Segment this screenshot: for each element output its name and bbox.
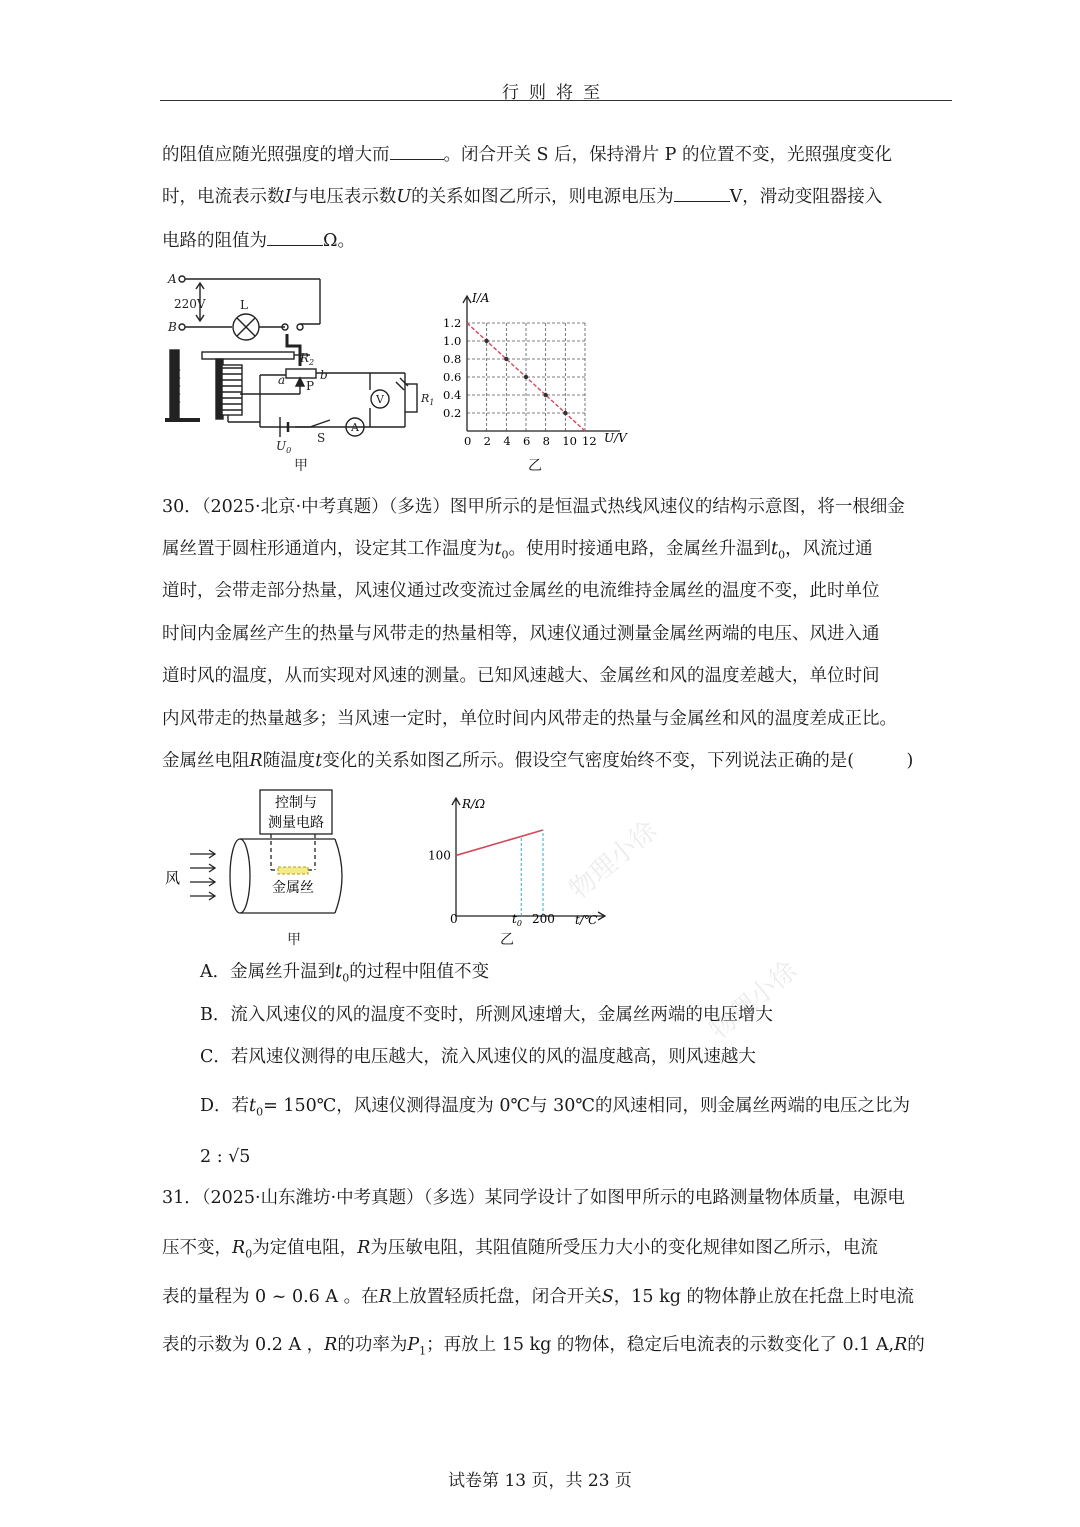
answer-blank[interactable] — [674, 185, 730, 202]
chart1-xtick: 0 — [464, 434, 472, 448]
q30-line-4: 时间内金属丝产生的热量与风带走的热量相等，风速仪通过测量金属丝两端的电压、风进入通 — [162, 624, 880, 644]
q31-line-1: 31．（2025·山东潍坊·中考真题）（多选）某同学设计了如图甲所示的电路测量物体质量，电源电 — [162, 1188, 905, 1208]
label-a: a — [278, 373, 286, 387]
chart1-ytick: 0.2 — [443, 406, 462, 420]
caption-yi-29: 乙 — [528, 458, 542, 474]
chart1-xtick: 12 — [582, 434, 597, 448]
chart2-ylabel: R/Ω — [462, 797, 486, 811]
q29-line-3: 电路的阻值为 Ω。 — [162, 231, 356, 251]
option-d-ratio: 2 : √5 — [200, 1147, 251, 1167]
option-a[interactable]: A．金属丝升温到$t_0$的过程中阻值不变 — [200, 962, 490, 985]
option-b[interactable]: B．流入风速仪的风的温度不变时，所测风速增大，金属丝两端的电压增大 — [200, 1005, 773, 1025]
answer-blank[interactable] — [390, 143, 444, 160]
page-header: 行则将至 — [502, 83, 610, 103]
label-B: B — [168, 320, 177, 334]
q30-line-1: 30．（2025·北京·中考真题）（多选）图甲所示的是恒温式热线风速仪的结构示意图，将一根细金 — [162, 497, 905, 517]
q30-line-2: 属丝置于圆柱形通道内，设定其工作温度为$t_0$。使用时接通电路，金属丝升温到$t_0$，风流过通 — [162, 539, 873, 562]
chart1-xtick: 2 — [483, 434, 491, 448]
q29-line-1: 的阻值应随光照强度的增大而 。闭合开关 S 后，保持滑片 P 的位置不变，光照强度变化 — [162, 145, 893, 165]
q31-line-2: 压不变，$R_0$为定值电阻，R为压敏电阻，其阻值随所受压力大小的变化规律如图乙所示，电流 — [162, 1238, 878, 1261]
chart2-series-line — [456, 830, 543, 855]
control-box-label: 测量电路 — [268, 815, 324, 831]
caption-yi-30: 乙 — [500, 932, 514, 948]
chart1-ytick: 0.6 — [443, 370, 462, 384]
chart-current-vs-voltage — [430, 286, 640, 456]
ammeter-label: A — [351, 421, 359, 434]
label-A: A — [168, 272, 177, 286]
answer-blank[interactable] — [267, 229, 323, 246]
label-R1: $R_1$ — [421, 392, 435, 407]
chart1-data-point — [524, 375, 528, 379]
header-divider — [160, 100, 952, 101]
chart1-xtick: 10 — [562, 434, 577, 448]
chart1-xtick: 8 — [542, 434, 550, 448]
chart2-xlabel: t/℃ — [575, 913, 598, 927]
chart1-data-point — [543, 393, 547, 397]
q30-line-7: 金属丝电阻R随温度t变化的关系如图乙所示。假设空气密度始终不变，下列说法正确的是( ) — [162, 751, 914, 771]
page-footer: 试卷第 13 页，共 23 页 — [448, 1471, 632, 1491]
caption-jia-30: 甲 — [287, 932, 301, 948]
q30-line-6: 内风带走的热量越多；当风速一定时，单位时间内风带走的热量与金属丝和风的温度差成正比。 — [162, 709, 897, 729]
option-d[interactable]: D．若$t_0=$ 150℃，风速仪测得温度为 0℃与 30℃的风速相同，则金属丝两端的电压之比为 — [200, 1096, 910, 1119]
chart1-data-point — [504, 357, 508, 361]
chart2-xtick-0: 0 — [450, 912, 458, 926]
q30-line-5: 道时风的温度，从而实现对风速的测量。已知风速越大、金属丝和风的温度差越大，单位时间 — [162, 666, 880, 686]
q31-line-4: 表的示数为 0.2 A ，R的功率为$P_1$；再放上 15 kg 的物体，稳定后电流表的示数变化了 0.1 A,R的 — [162, 1335, 925, 1358]
label-R2: $R_2$ — [300, 351, 315, 367]
chart1-ytick: 0.8 — [443, 352, 462, 366]
label-L: L — [240, 298, 248, 312]
wind-label: 风 — [165, 869, 181, 887]
chart2-xtick-200: 200 — [532, 912, 555, 926]
option-c[interactable]: C．若风速仪测得的电压越大，流入风速仪的风的温度越高，则风速越大 — [200, 1047, 756, 1067]
chart2-xtick-t0: $t_0$ — [512, 912, 522, 928]
chart1-data-point — [484, 339, 488, 343]
anemometer-diagram-jia — [160, 786, 360, 946]
q30-line-3: 道时，会带走部分热量，风速仪通过改变流过金属丝的电流维持金属丝的温度不变，此时单位 — [162, 581, 880, 601]
chart-resistance-vs-temperature — [420, 790, 620, 940]
chart2-ytick-100: 100 — [428, 848, 451, 863]
chart1-ytick: 1.2 — [443, 316, 462, 330]
chart1-xtick: 6 — [523, 434, 531, 448]
chart1-xlabel: U/V — [604, 431, 627, 445]
chart1-data-point — [563, 411, 567, 415]
circuit-diagram-jia — [160, 262, 435, 472]
label-b: b — [320, 368, 328, 382]
q29-line-2: 时，电流表示数I与电压表示数U的关系如图乙所示，则电源电压为 V，滑动变阻器接入 — [162, 187, 883, 207]
label-220v: 220V — [174, 297, 206, 311]
label-S: S — [317, 431, 326, 445]
label-U0: $U_0$ — [276, 439, 292, 455]
chart1-ytick: 0.4 — [443, 388, 462, 402]
label-P: P — [306, 379, 315, 393]
q31-line-3: 表的量程为 0 ~ 0.6 A 。在R上放置轻质托盘，闭合开关S，15 kg 的物体静止放在托盘上时电流 — [162, 1287, 914, 1307]
metal-wire-label: 金属丝 — [272, 880, 314, 896]
watermark: 物理小徐 — [564, 815, 664, 906]
chart1-xtick: 4 — [503, 434, 511, 448]
control-box-label: 控制与 — [275, 795, 317, 811]
watermark: 物理小徐 — [704, 955, 804, 1046]
caption-jia-29: 甲 — [294, 458, 308, 474]
voltmeter-label: V — [376, 393, 384, 406]
chart1-ylabel: I/A — [472, 291, 490, 305]
chart1-ytick: 1.0 — [443, 334, 462, 348]
